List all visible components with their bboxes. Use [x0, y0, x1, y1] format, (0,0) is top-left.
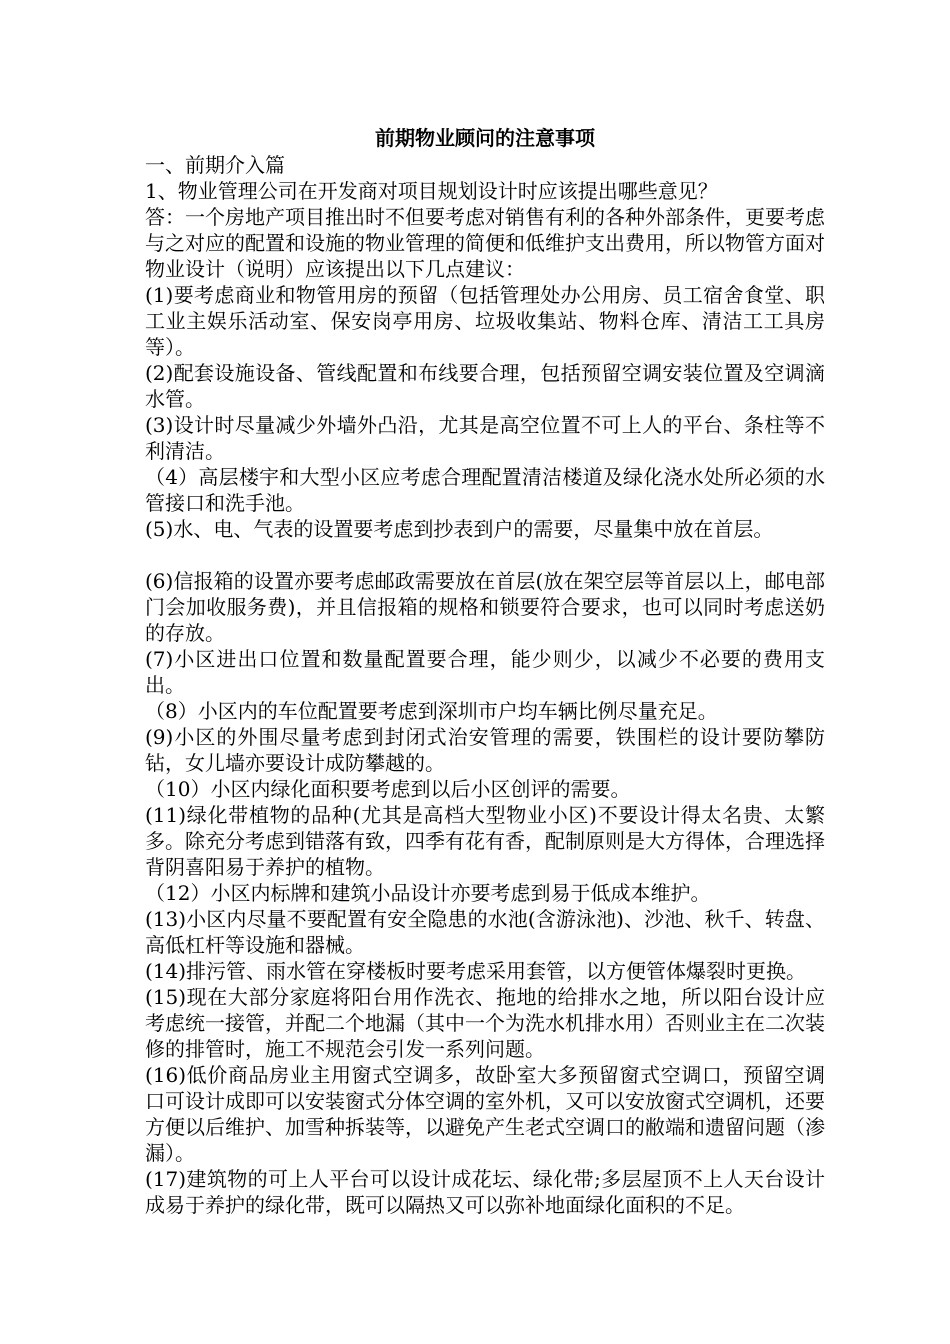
section-heading: 一、前期介入篇 [145, 153, 285, 177]
list-item: (7)小区进出口位置和数量配置要合理，能少则少，以减少不必要的费用支出。 [145, 647, 825, 697]
list-item: (2)配套设施设备、管线配置和布线要合理，包括预留空调安装位置及空调滴水管。 [145, 361, 825, 411]
list-item: （12）小区内标牌和建筑小品设计亦要考虑到易于低成本维护。 [145, 881, 711, 905]
question-text: 1、物业管理公司在开发商对项目规划设计时应该提出哪些意见？ [145, 179, 718, 203]
list-item: （10）小区内绿化面积要考虑到以后小区创评的需要。 [145, 777, 631, 801]
list-item: (6)信报箱的设置亦要考虑邮政需要放在首层(放在架空层等首层以上，邮电部门会加收服务费)，并且信报箱的规格和锁要符合要求，也可以同时考虑送奶的存放。 [145, 569, 825, 645]
list-item: (17)建筑物的可上人平台可以设计成花坛、绿化带;多层屋顶不上人天台设计成易于养护的绿化带，既可以隔热又可以弥补地面绿化面积的不足。 [145, 1167, 825, 1217]
list-item: (5)水、电、气表的设置要考虑到抄表到户的需要，尽量集中放在首层。 [145, 517, 774, 541]
list-item: （4）高层楼宇和大型小区应考虑合理配置清洁楼道及绿化浇水处所必须的水管接口和洗手池。 [145, 465, 825, 515]
list-item: （8）小区内的车位配置要考虑到深圳市户均车辆比例尽量充足。 [145, 699, 718, 723]
list-item: (13)小区内尽量不要配置有安全隐患的水池(含游泳池)、沙池、秋千、转盘、高低杠杆等设施和器械。 [145, 907, 825, 957]
list-item: (16)低价商品房业主用窗式空调多，故卧室大多预留窗式空调口，预留空调口可设计成即可以安装窗式分体空调的室外机，又可以安放窗式空调机，还要方便以后维护、加雪种拆装等，以避免产生老式空调口的敝端和遗留问题（渗漏）。 [145, 1063, 825, 1165]
document-title: 前期物业顾问的注意事项 [375, 126, 595, 150]
list-item: (11)绿化带植物的品种(尤其是高档大型物业小区)不要设计得太名贵、太繁多。除充分考虑到错落有致，四季有花有香，配制原则是大方得体，合理选择背阴喜阳易于养护的植物。 [145, 803, 825, 879]
answer-intro: 答：一个房地产项目推出时不但要考虑对销售有利的各种外部条件，更要考虑与之对应的配置和设施的物业管理的简便和低维护支出费用，所以物管方面对物业设计（说明）应该提出以下几点建议： [145, 205, 825, 281]
list-item: (15)现在大部分家庭将阳台用作洗衣、拖地的给排水之地，所以阳台设计应考虑统一接管，并配二个地漏（其中一个为洗水机排水用）否则业主在二次装修的排管时，施工不规范会引发一系列问题。 [145, 985, 825, 1061]
list-item: (9)小区的外围尽量考虑到封闭式治安管理的需要，铁围栏的设计要防攀防钻，女儿墙亦要设计成防攀越的。 [145, 725, 825, 775]
document-body [145, 124, 825, 1218]
list-item: (1)要考虑商业和物管用房的预留（包括管理处办公用房、员工宿舍食堂、职工业主娱乐活动室、保安岗亭用房、垃圾收集站、物料仓库、清洁工工具房等）。 [145, 283, 825, 359]
list-item: (14)排污管、雨水管在穿楼板时要考虑采用套管，以方便管体爆裂时更换。 [145, 959, 807, 983]
list-item: (3)设计时尽量减少外墙外凸沿，尤其是高空位置不可上人的平台、条柱等不利清洁。 [145, 413, 825, 463]
blank-line [145, 542, 825, 568]
